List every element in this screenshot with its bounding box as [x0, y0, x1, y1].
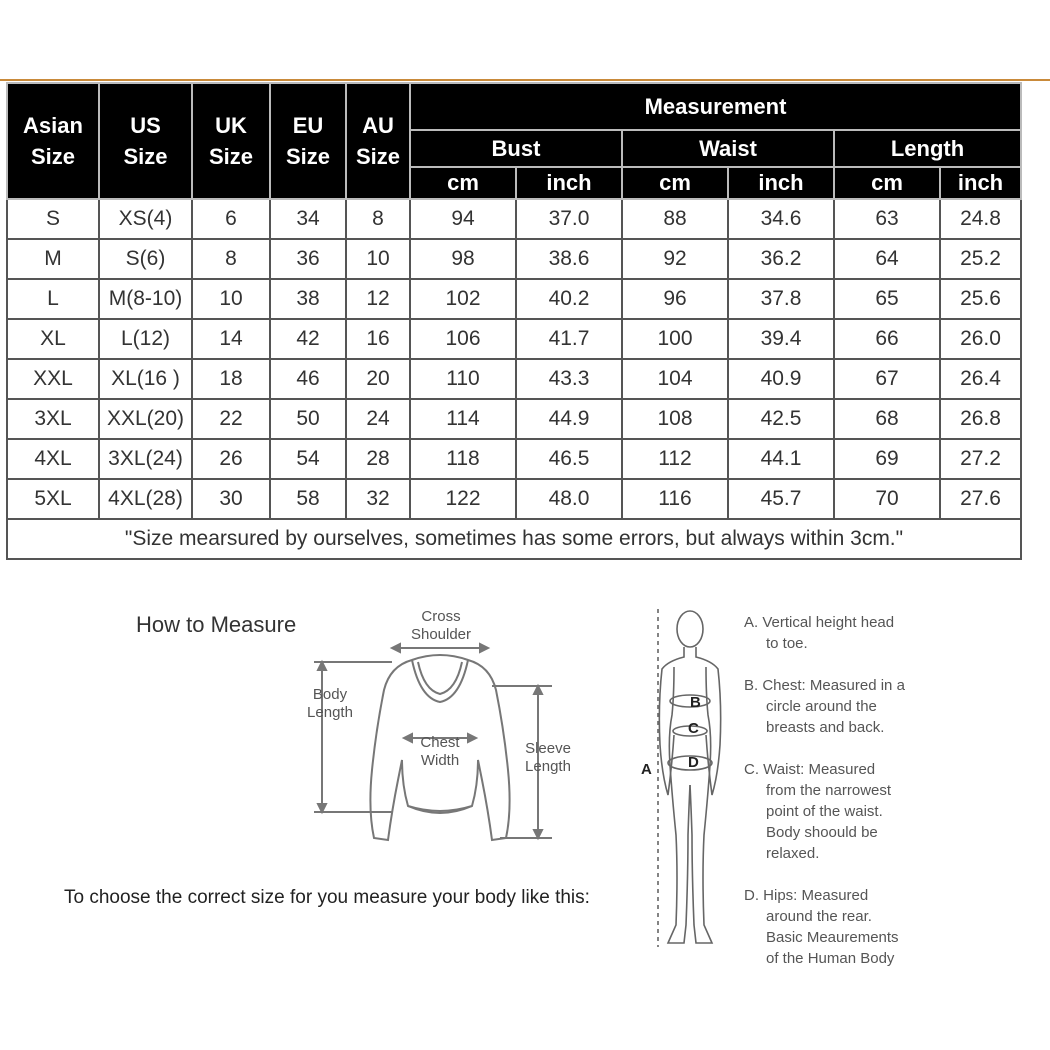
table-cell: 102	[410, 279, 516, 319]
chest-width-label: Chest Width	[420, 734, 460, 769]
table-cell: 40.9	[728, 359, 834, 399]
how-to-measure-title: How to Measure	[136, 612, 297, 637]
table-cell: 14	[192, 319, 270, 359]
choose-size-instruction: To choose the correct size for you measure your body like this:	[64, 887, 590, 908]
table-cell: 40.2	[516, 279, 622, 319]
table-cell: S(6)	[99, 239, 192, 279]
table-row	[7, 479, 1021, 519]
cross-shoulder-label: Cross Shoulder	[410, 608, 472, 643]
note-line: breasts and back.	[766, 719, 885, 736]
table-cell: 108	[622, 399, 728, 439]
table-cell: 48.0	[516, 479, 622, 519]
table-cell: 39.4	[728, 319, 834, 359]
header-bust: Bust	[410, 130, 622, 167]
header-length: Length	[834, 130, 1021, 167]
table-cell: 25.2	[940, 239, 1021, 279]
table-cell: 26	[192, 439, 270, 479]
note-line: Basic Meaurements	[766, 929, 899, 946]
measurement-note	[744, 885, 1044, 969]
table-cell: 94	[410, 199, 516, 239]
table-cell: 18	[192, 359, 270, 399]
table-cell: 46	[270, 359, 346, 399]
table-cell: 25.6	[940, 279, 1021, 319]
table-cell: 28	[346, 439, 410, 479]
table-row	[7, 239, 1021, 279]
table-cell: 118	[410, 439, 516, 479]
table-row	[7, 359, 1021, 399]
figure-letter-b: B	[690, 694, 701, 711]
table-cell: 4XL	[7, 439, 99, 479]
table-row	[7, 399, 1021, 439]
table-cell: 92	[622, 239, 728, 279]
measurement-note	[744, 675, 1044, 738]
table-cell: 3XL	[7, 399, 99, 439]
figure-head	[677, 611, 703, 647]
table-cell: 8	[192, 239, 270, 279]
table-cell: 96	[622, 279, 728, 319]
table-cell: 67	[834, 359, 940, 399]
table-cell: 32	[346, 479, 410, 519]
size-chart-table	[6, 82, 1022, 560]
table-cell: M(8-10)	[99, 279, 192, 319]
header-au-size: AU Size	[346, 83, 410, 199]
table-cell: 41.7	[516, 319, 622, 359]
table-cell: 106	[410, 319, 516, 359]
header-us-size: US Size	[99, 83, 192, 199]
table-cell: 24	[346, 399, 410, 439]
table-cell: 38.6	[516, 239, 622, 279]
table-cell: 20	[346, 359, 410, 399]
note-line: of the Human Body	[766, 950, 895, 967]
table-cell: XL	[7, 319, 99, 359]
table-cell: 114	[410, 399, 516, 439]
table-row	[7, 279, 1021, 319]
header-asian-size: Asian Size	[7, 83, 99, 199]
header-unit: inch	[728, 167, 834, 199]
table-cell: 69	[834, 439, 940, 479]
table-cell: 6	[192, 199, 270, 239]
table-cell: 100	[622, 319, 728, 359]
table-cell: 42	[270, 319, 346, 359]
table-cell: 37.8	[728, 279, 834, 319]
table-cell: 12	[346, 279, 410, 319]
table-cell: 37.0	[516, 199, 622, 239]
table-cell: 54	[270, 439, 346, 479]
table-cell: 46.5	[516, 439, 622, 479]
table-cell: M	[7, 239, 99, 279]
table-cell: 68	[834, 399, 940, 439]
figure-letter-a: A	[641, 761, 652, 778]
table-cell: 10	[346, 239, 410, 279]
table-cell: 44.9	[516, 399, 622, 439]
table-cell: 70	[834, 479, 940, 519]
measurement-note	[744, 759, 1044, 864]
table-cell: 4XL(28)	[99, 479, 192, 519]
measurement-disclaimer: "Size mearsured by ourselves, sometimes has some errors, but always within 3cm."	[7, 519, 1021, 559]
table-cell: 30	[192, 479, 270, 519]
body-figure-diagram	[650, 605, 730, 955]
header-unit: cm	[834, 167, 940, 199]
table-cell: XL(16 )	[99, 359, 192, 399]
table-row	[7, 439, 1021, 479]
note-line: to toe.	[766, 635, 808, 652]
table-cell: 63	[834, 199, 940, 239]
table-cell: 122	[410, 479, 516, 519]
table-cell: 26.0	[940, 319, 1021, 359]
table-cell: XXL	[7, 359, 99, 399]
shirt-measurement-diagram	[300, 610, 590, 850]
table-cell: S	[7, 199, 99, 239]
table-cell: 110	[410, 359, 516, 399]
table-cell: L	[7, 279, 99, 319]
header-unit: cm	[410, 167, 516, 199]
table-cell: 5XL	[7, 479, 99, 519]
note-first-line: C. Waist: Measured	[744, 761, 876, 778]
table-cell: 36.2	[728, 239, 834, 279]
header-measurement: Measurement	[410, 83, 1021, 130]
header-eu-size: EU Size	[270, 83, 346, 199]
table-cell: 66	[834, 319, 940, 359]
table-cell: 3XL(24)	[99, 439, 192, 479]
table-cell: XS(4)	[99, 199, 192, 239]
table-cell: 34	[270, 199, 346, 239]
measurement-note	[744, 612, 1044, 654]
table-cell: 24.8	[940, 199, 1021, 239]
table-cell: 16	[346, 319, 410, 359]
table-cell: 8	[346, 199, 410, 239]
figure-letter-c: C	[688, 720, 699, 737]
header-unit: cm	[622, 167, 728, 199]
table-cell: 58	[270, 479, 346, 519]
table-cell: 36	[270, 239, 346, 279]
table-cell: 26.4	[940, 359, 1021, 399]
note-first-line: A. Vertical height head	[744, 614, 895, 631]
table-cell: 64	[834, 239, 940, 279]
table-cell: 104	[622, 359, 728, 399]
table-cell: 27.6	[940, 479, 1021, 519]
note-line: circle around the	[766, 698, 877, 715]
header-unit: inch	[516, 167, 622, 199]
table-cell: 98	[410, 239, 516, 279]
note-line: relaxed.	[766, 845, 820, 862]
header-uk-size: UK Size	[192, 83, 270, 199]
table-cell: 112	[622, 439, 728, 479]
table-cell: 88	[622, 199, 728, 239]
measurement-notes	[744, 612, 1044, 990]
table-cell: 22	[192, 399, 270, 439]
table-cell: 26.8	[940, 399, 1021, 439]
table-row	[7, 319, 1021, 359]
figure-letter-d: D	[688, 754, 699, 771]
header-unit: inch	[940, 167, 1021, 199]
table-cell: 45.7	[728, 479, 834, 519]
table-cell: 43.3	[516, 359, 622, 399]
note-line: Body shoould be	[766, 824, 878, 841]
header-waist: Waist	[622, 130, 834, 167]
table-cell: 34.6	[728, 199, 834, 239]
table-cell: 116	[622, 479, 728, 519]
table-cell: 50	[270, 399, 346, 439]
table-cell: 10	[192, 279, 270, 319]
table-cell: 65	[834, 279, 940, 319]
table-cell: 27.2	[940, 439, 1021, 479]
note-line: from the narrowest	[766, 782, 892, 799]
note-line: around the rear.	[766, 908, 872, 925]
table-row	[7, 199, 1021, 239]
table-cell: 44.1	[728, 439, 834, 479]
sleeve-length-label: Sleeve Length	[525, 740, 571, 775]
size-table-body	[7, 199, 1021, 519]
table-cell: 42.5	[728, 399, 834, 439]
table-cell: L(12)	[99, 319, 192, 359]
body-length-label: Body Length	[307, 686, 353, 721]
note-line: point of the waist.	[766, 803, 883, 820]
table-cell: XXL(20)	[99, 399, 192, 439]
note-first-line: D. Hips: Measured	[744, 887, 869, 904]
top-divider	[0, 79, 1050, 81]
note-first-line: B. Chest: Measured in a	[744, 677, 905, 694]
table-cell: 38	[270, 279, 346, 319]
